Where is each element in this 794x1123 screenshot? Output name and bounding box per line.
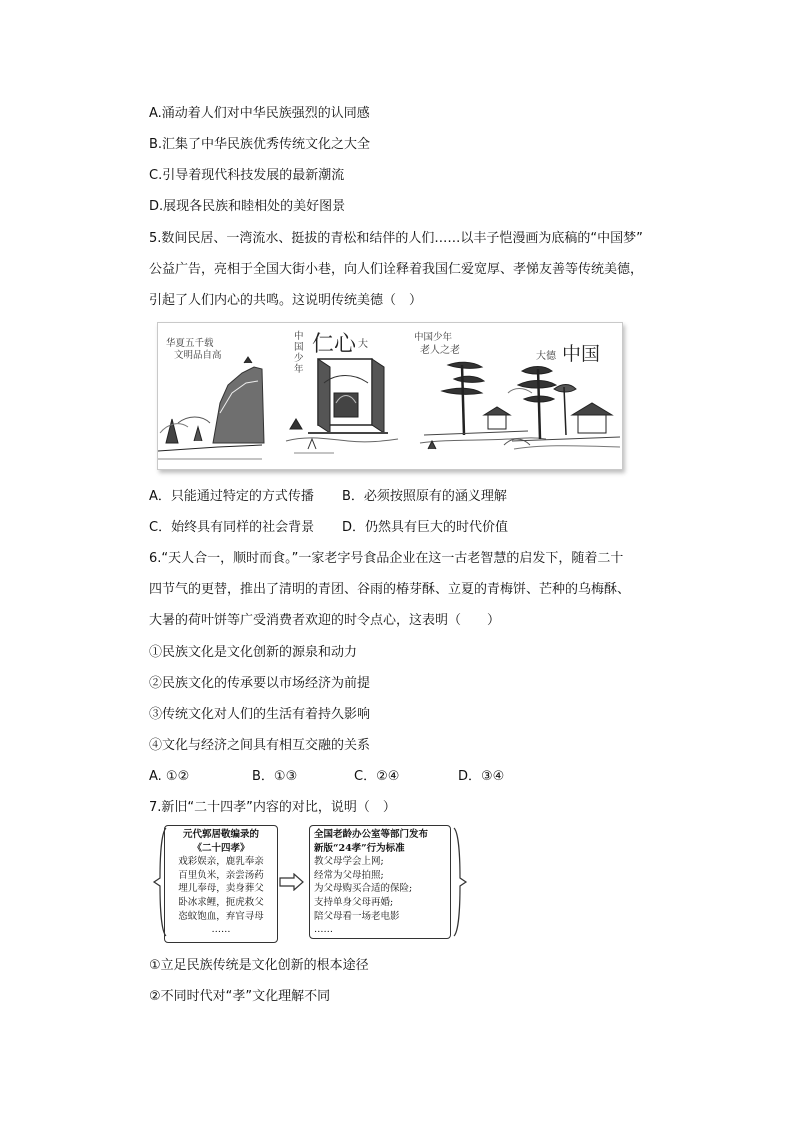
q4-option-b: B.汇集了中华民族优秀传统文化之大全 — [149, 137, 371, 152]
panel-2-vertical-caption: 中国少年 — [294, 331, 304, 375]
q7-item-2: ②不同时代对“孝”文化理解不同 — [149, 989, 331, 1004]
new-box-line: 经常为父母拍照; — [314, 869, 384, 881]
new-box-line: 为父母购买合适的保险; — [314, 883, 413, 895]
q6-item-2: ②民族文化的传承要以市场经济为前提 — [149, 676, 371, 691]
q5-option-a: A．只能通过特定的方式传播 — [149, 489, 314, 504]
panel-2-big-caption: 仁心 — [312, 332, 357, 357]
q5-options-row-2 — [149, 520, 508, 536]
q5-illustration-strip — [157, 322, 623, 470]
q7-item-1: ①立足民族传统是文化创新的根本途径 — [149, 958, 369, 973]
q6-option-a: A. ①② — [149, 769, 190, 784]
new-box-title-1: 全国老龄办公室等部门发布 — [314, 829, 429, 840]
old-box-title-2: 《二十四孝》 — [192, 842, 250, 854]
new-box-line: 陪父母看一场老电影 — [314, 910, 400, 922]
old-box-line: …… — [211, 924, 231, 936]
q5-stem-line-2: 公益广告，亮相于全国大街小巷，向人们诠释着我国仁爱宽厚、孝悌友善等传统美德， — [149, 262, 644, 277]
panel-4-pines — [512, 367, 620, 450]
q4-option-d: D.展现各民族和睦相处的美好图景 — [149, 199, 346, 214]
panel-2-small-caption: 大 — [358, 339, 368, 350]
old-box-title-1: 元代郭居敬编录的 — [182, 829, 259, 840]
old-box-line: 戏彩娱亲，鹿乳奉亲 — [178, 856, 264, 868]
q5-option-c: C．始终具有同样的社会背景 — [149, 520, 315, 535]
q6-item-1: ①民族文化是文化创新的源泉和动力 — [149, 645, 358, 660]
panel-4-big-caption: 中国 — [562, 343, 601, 365]
old-box-line: 百里负米，亲尝汤药 — [178, 869, 264, 881]
panel-4-small-caption: 大德 — [536, 351, 556, 362]
q6-stem-line-3: 大暑的荷叶饼等广受消费者欢迎的时令点心，这表明（ ） — [149, 613, 501, 628]
old-24-filial-piety-box — [164, 825, 278, 943]
q6-item-3: ③传统文化对人们的生活有着持久影响 — [149, 707, 371, 722]
q6-item-4: ④文化与经济之间具有相互交融的关系 — [149, 738, 371, 753]
q6-option-c: C．②④ — [354, 769, 400, 784]
old-box-line: 恣蚊饱血，弃官寻母 — [178, 910, 264, 922]
old-box-line: 埋儿奉母，卖身葬父 — [178, 883, 264, 895]
q4-option-c: C.引导着现代科技发展的最新潮流 — [149, 168, 345, 183]
panel-1-caption-line-1: 华夏五千载 — [166, 338, 214, 349]
panel-3-tree — [420, 362, 546, 449]
new-box-line: 教父母学会上网; — [314, 856, 384, 868]
q5-options-row-1 — [149, 489, 507, 505]
q5-option-b: B．必须按照原有的涵义理解 — [342, 489, 507, 504]
q5-option-d: D．仍然具有巨大的时代价值 — [342, 520, 509, 535]
q5-stem-line-1: 5.数间民居、一湾流水、挺拔的青松和结伴的人们……以丰子恺漫画为底稿的“中国梦” — [149, 231, 643, 246]
panel-3-caption-line-2: 老人之老 — [420, 345, 460, 356]
right-arrow-icon — [279, 873, 305, 891]
panel-1-caption-line-2: 文明品自高 — [174, 350, 222, 361]
q6-option-b: B．①③ — [252, 769, 298, 784]
old-box-line: 卧冰求鲤，扼虎救父 — [178, 896, 264, 908]
panel-3-caption-line-1: 中国少年 — [414, 332, 453, 343]
q6-options-row — [149, 769, 504, 785]
q7-stem: 7.新旧“二十四孝”内容的对比，说明（ ） — [149, 800, 396, 815]
q6-option-d: D．③④ — [458, 769, 505, 784]
q5-stem-line-3: 引起了人们内心的共鸣。这说明传统美德（ ） — [149, 293, 423, 308]
new-24-filial-piety-box — [309, 825, 451, 939]
new-box-line: 支持单身父母再婚; — [314, 896, 394, 908]
new-box-title-2: 新版“24孝”行为标准 — [314, 842, 405, 854]
q5-ink-paintings — [158, 323, 622, 469]
q6-stem-line-2: 四节气的更替，推出了清明的青团、谷雨的椿芽酥、立夏的青梅饼、芒种的乌梅酥、 — [149, 582, 631, 597]
q6-stem-line-1: 6.“天人合一，顺时而食。”一家老字号食品企业在这一古老智慧的启发下，随着二十 — [149, 551, 624, 566]
new-box-line: …… — [314, 924, 333, 936]
q4-option-a: A.涌动着人们对中华民族强烈的认同感 — [149, 106, 370, 121]
panel-1-landscape — [158, 357, 264, 459]
